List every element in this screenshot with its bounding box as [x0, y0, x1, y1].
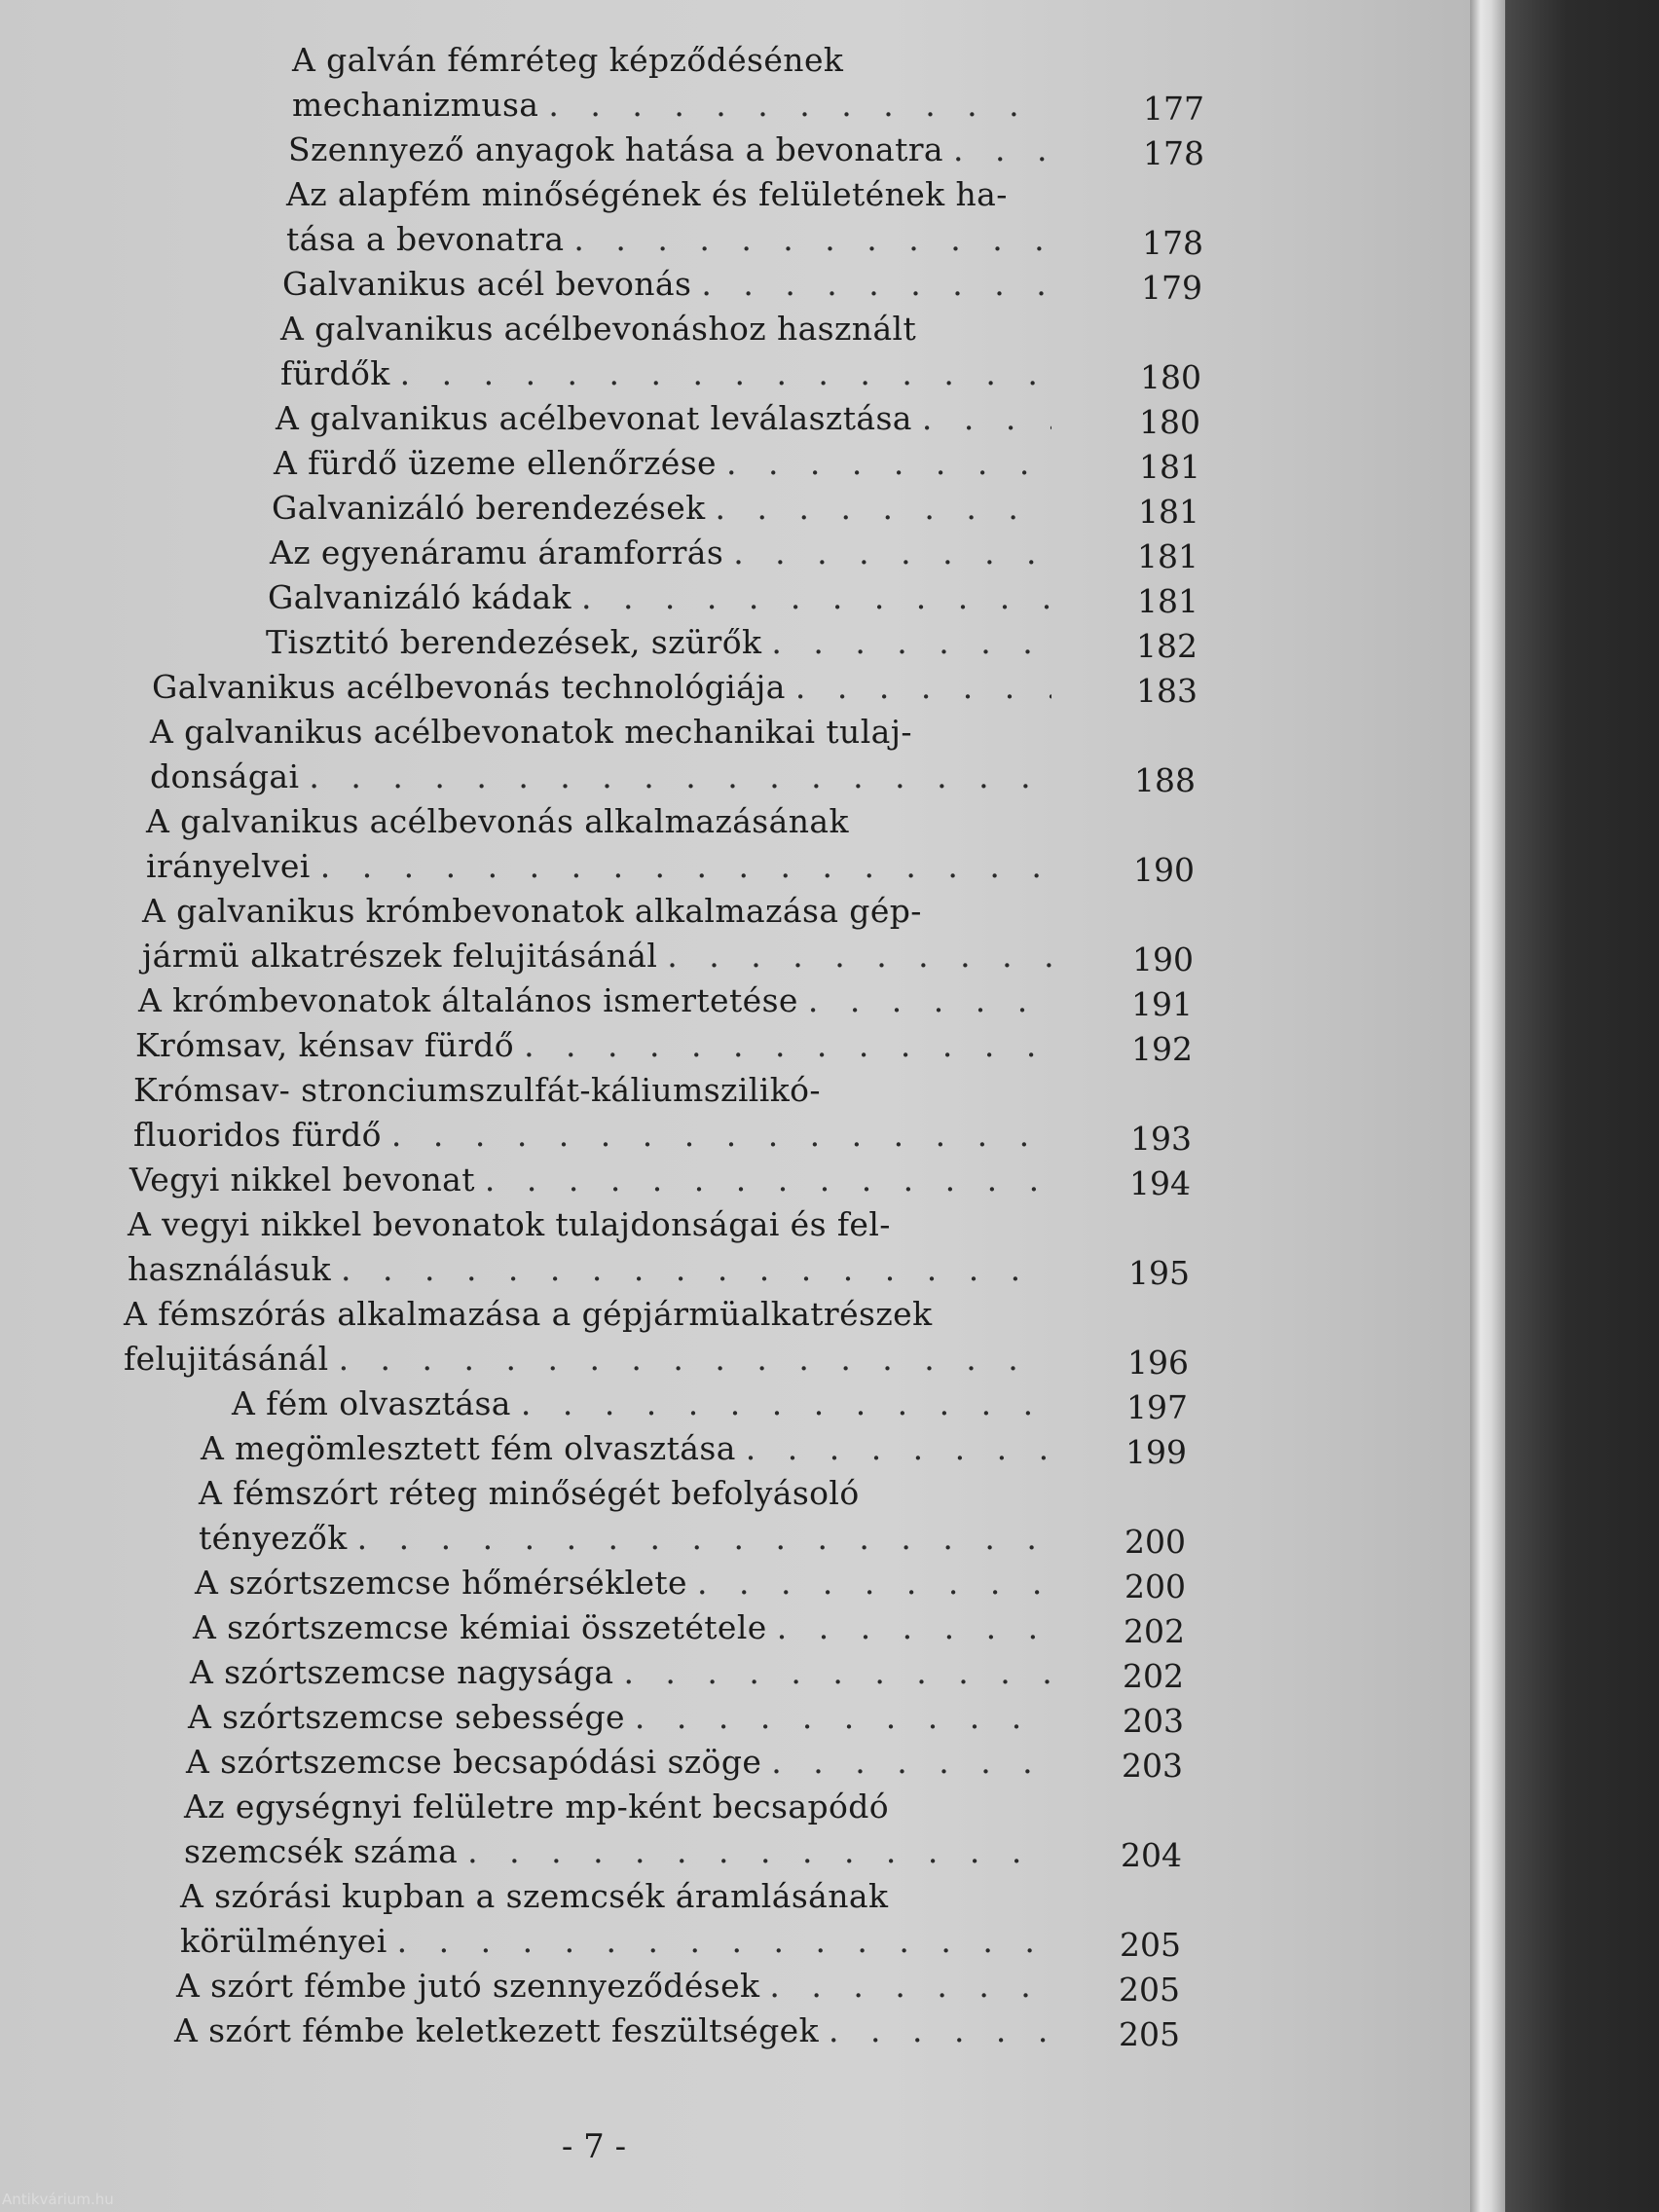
- toc-entry-line: [193, 1605, 1059, 1650]
- leader-dots: [922, 396, 1051, 441]
- toc-entry-title: A fémszórás alkalmazása a gépjármüalkatrészek: [124, 1295, 933, 1333]
- toc-entry-title: A krómbevonatok általános ismertetése: [138, 981, 798, 1019]
- toc-entry-line: [274, 441, 1059, 486]
- toc-entry-title: mechanizmusa: [292, 86, 539, 124]
- toc-entry-title: donságai: [150, 757, 300, 795]
- leader-dots: [771, 1740, 1051, 1785]
- toc-entry-title: szemcsék száma: [184, 1832, 459, 1870]
- toc-entry-title: A szórtszemcse hőmérséklete: [195, 1564, 687, 1602]
- toc-page-number: 190: [1132, 940, 1194, 978]
- toc-page-number: 203: [1123, 1702, 1184, 1740]
- toc-page-number: 203: [1122, 1747, 1183, 1785]
- toc-entry-title: használásuk: [128, 1250, 331, 1288]
- toc-entry-line: [128, 1247, 1059, 1292]
- leader-dots: [635, 1695, 1051, 1740]
- toc-page-number: 200: [1124, 1523, 1186, 1561]
- toc-page-number: 179: [1141, 269, 1202, 307]
- leader-dots: [485, 1158, 1051, 1202]
- toc-entry-line: [288, 128, 1059, 172]
- toc-entry-title: Tisztitó berendezések, szürők: [266, 623, 762, 661]
- toc-page-number: 191: [1131, 985, 1193, 1023]
- leader-dots: [309, 755, 1051, 799]
- toc-entry-title: felujitásánál: [124, 1340, 329, 1378]
- leader-dots: [667, 934, 1051, 978]
- leader-dots: [769, 1964, 1051, 2009]
- toc-entry-title: A fémszórt réteg minőségét befolyásoló: [199, 1474, 860, 1512]
- leader-dots: [521, 1382, 1051, 1426]
- toc-page-number: 178: [1143, 134, 1204, 172]
- toc-entry-line: [286, 217, 1059, 262]
- toc-entry-title: A szórtszemcse becsapódási szöge: [186, 1743, 762, 1781]
- toc-entry-line: [266, 620, 1059, 665]
- leader-dots: [320, 844, 1051, 889]
- toc-entry-line: [150, 755, 1059, 799]
- leader-dots: [339, 1337, 1051, 1382]
- toc-page-number: 178: [1142, 224, 1203, 262]
- toc-page-number: 199: [1125, 1433, 1187, 1471]
- toc-entry-title: körülményei: [180, 1922, 387, 1960]
- leader-dots: [467, 1829, 1051, 1874]
- toc-entry-line: [199, 1516, 1059, 1561]
- toc-page-number: 190: [1133, 851, 1195, 889]
- toc-entry-title: A szórt fémbe jutó szennyeződések: [176, 1967, 760, 2005]
- toc-entry-title: Krómsav, kénsav fürdő: [135, 1026, 515, 1064]
- toc-entry-line: [146, 844, 1059, 889]
- toc-entry-title: fürdők: [280, 354, 390, 392]
- toc-page-number: 183: [1136, 672, 1198, 710]
- toc-page-number: 181: [1138, 493, 1199, 531]
- toc-entry-line: [184, 1829, 1059, 1874]
- toc-entry-line: [190, 1650, 1059, 1695]
- toc-entry-line: [138, 978, 1059, 1023]
- toc-entry-line: [124, 1292, 932, 1337]
- toc-entry-title: A fém olvasztása: [232, 1384, 511, 1422]
- toc-entry-title: A galvanikus acélbevonat leválasztása: [276, 399, 912, 437]
- toc-page-number: 205: [1119, 2015, 1180, 2053]
- watermark: Antikvárium.hu: [2, 2191, 114, 2208]
- toc-page-number: 192: [1131, 1030, 1193, 1068]
- toc-entry-line: [180, 1874, 888, 1919]
- toc-page-number: 205: [1119, 1971, 1180, 2009]
- toc-entry-title: Az egyenáramu áramforrás: [270, 534, 724, 571]
- toc-entry-title: A galvanikus acélbevonás alkalmazásának: [146, 802, 849, 840]
- leader-dots: [400, 351, 1051, 396]
- toc-entry-title: A szórtszemcse kémiai összetétele: [193, 1608, 767, 1646]
- toc-entry-title: A galvanikus acélbevonáshoz használt: [280, 310, 917, 348]
- toc-entry-title: fluoridos fürdő: [133, 1116, 382, 1154]
- toc-page-number: 180: [1140, 358, 1201, 396]
- toc-entry-title: A galván fémréteg képződésének: [292, 41, 844, 79]
- toc-page-number: 204: [1121, 1836, 1182, 1874]
- leader-dots: [953, 128, 1051, 172]
- toc-entry-line: [146, 799, 849, 844]
- toc-entry-title: Az egységnyi felületre mp-ként becsapódó: [184, 1788, 890, 1825]
- toc-entry-line: [286, 172, 1008, 217]
- toc-page-number: 197: [1126, 1388, 1188, 1426]
- toc-entry-line: [124, 1337, 1059, 1382]
- toc-page-number: 194: [1129, 1164, 1191, 1202]
- toc-entry-line: [129, 1158, 1059, 1202]
- leader-dots: [397, 1919, 1051, 1964]
- toc-entry-line: [272, 486, 1059, 531]
- toc-entry-line: [268, 575, 1059, 620]
- toc-entry-line: [280, 307, 916, 351]
- page-edge: [1470, 0, 1505, 2212]
- toc-entry-line: [270, 531, 1059, 575]
- leader-dots: [581, 575, 1051, 620]
- toc-entry-line: [142, 934, 1059, 978]
- toc-page-number: 193: [1130, 1120, 1192, 1158]
- toc-page-number: 196: [1127, 1344, 1189, 1382]
- toc-entry-title: A galvanikus acélbevonatok mechanikai tulaj-: [150, 713, 912, 751]
- leader-dots: [771, 620, 1051, 665]
- toc-page-number: 181: [1137, 582, 1198, 620]
- toc-entry-title: Galvanikus acél bevonás: [282, 265, 692, 303]
- toc-entry-title: tényezők: [199, 1519, 348, 1557]
- toc-entry-line: [128, 1202, 891, 1247]
- leader-dots: [795, 665, 1051, 710]
- toc-entry-line: [176, 1964, 1059, 2009]
- toc-entry-line: [133, 1068, 821, 1113]
- toc-entry-line: [174, 2009, 1059, 2053]
- background-shadow: [1505, 0, 1659, 2212]
- toc-entry-line: [180, 1919, 1059, 1964]
- leader-dots: [701, 262, 1051, 307]
- toc-entry-line: [142, 889, 922, 934]
- leader-dots: [808, 978, 1051, 1023]
- toc-entry-line: [188, 1695, 1059, 1740]
- toc-entry-line: [276, 396, 1059, 441]
- toc-entry-line: [186, 1740, 1059, 1785]
- toc-entry-title: A vegyi nikkel bevonatok tulajdonságai és fel-: [128, 1205, 891, 1243]
- toc-page-number: 202: [1124, 1612, 1185, 1650]
- toc-entry-title: Szennyező anyagok hatása a bevonatra: [288, 130, 943, 168]
- leader-dots: [716, 486, 1051, 531]
- toc-page-number: 205: [1120, 1926, 1181, 1964]
- leader-dots: [573, 217, 1051, 262]
- leader-dots: [777, 1605, 1051, 1650]
- toc-entry-title: A fürdő üzeme ellenőrzése: [274, 444, 717, 482]
- toc-page-number: 181: [1139, 448, 1200, 486]
- toc-entry-title: irányelvei: [146, 847, 311, 885]
- toc-entry-line: [152, 665, 1059, 710]
- toc-page-number: 181: [1137, 537, 1198, 575]
- toc-entry-title: Vegyi nikkel bevonat: [129, 1161, 475, 1198]
- toc-entry-line: [282, 262, 1059, 307]
- leader-dots: [733, 531, 1051, 575]
- toc-page-number: 202: [1123, 1657, 1184, 1695]
- toc-page-number: 200: [1124, 1567, 1186, 1605]
- leader-dots: [829, 2009, 1051, 2053]
- toc-entry-title: A szórási kupban a szemcsék áramlásának: [180, 1877, 889, 1915]
- toc-entry-line: [292, 83, 1059, 128]
- toc-entry-title: Galvanikus acélbevonás technológiája: [152, 668, 786, 706]
- toc-entry-title: A szórt fémbe keletkezett feszültségek: [174, 2011, 819, 2049]
- page-number-footer: - 7 -: [561, 2127, 627, 2166]
- toc-page-number: 195: [1128, 1254, 1190, 1292]
- toc-entry-line: [280, 351, 1059, 396]
- toc-entry-title: tása a bevonatra: [286, 220, 565, 258]
- leader-dots: [357, 1516, 1051, 1561]
- toc-entry-line: [201, 1426, 1059, 1471]
- toc-entry-line: [292, 38, 843, 83]
- toc-entry-title: A galvanikus krómbevonatok alkalmazása gép-: [142, 892, 922, 930]
- toc-entry-line: [195, 1561, 1059, 1605]
- toc-entry-title: jármü alkatrészek felujitásánál: [142, 937, 658, 975]
- toc-entry-line: [133, 1113, 1059, 1158]
- toc-entry-title: Az alapfém minőségének és felületének ha-: [286, 175, 1008, 213]
- toc-entry-title: A megömlesztett fém olvasztása: [201, 1429, 736, 1467]
- toc-entry-title: A szórtszemcse sebessége: [188, 1698, 625, 1736]
- toc-page-number: 188: [1134, 761, 1196, 799]
- toc-entry-line: [232, 1382, 1059, 1426]
- toc-entry-title: Galvanizáló berendezések: [272, 489, 706, 527]
- toc-entry-line: [135, 1023, 1059, 1068]
- leader-dots: [341, 1247, 1051, 1292]
- toc-entry-title: Krómsav- stronciumszulfát-káliumszilikó-: [133, 1071, 821, 1109]
- leader-dots: [726, 441, 1051, 486]
- toc-entry-title: A szórtszemcse nagysága: [190, 1653, 614, 1691]
- leader-dots: [746, 1426, 1051, 1471]
- toc-entry-line: [199, 1471, 860, 1516]
- toc-entry-line: [184, 1785, 889, 1829]
- toc-page-number: 182: [1136, 627, 1198, 665]
- toc-entry-line: [150, 710, 912, 755]
- leader-dots: [697, 1561, 1051, 1605]
- leader-dots: [391, 1113, 1051, 1158]
- leader-dots: [524, 1023, 1051, 1068]
- leader-dots: [623, 1650, 1051, 1695]
- toc-entry-title: Galvanizáló kádak: [268, 578, 571, 616]
- leader-dots: [548, 83, 1051, 128]
- toc-page-number: 180: [1139, 403, 1200, 441]
- toc-page-number: 177: [1143, 90, 1204, 128]
